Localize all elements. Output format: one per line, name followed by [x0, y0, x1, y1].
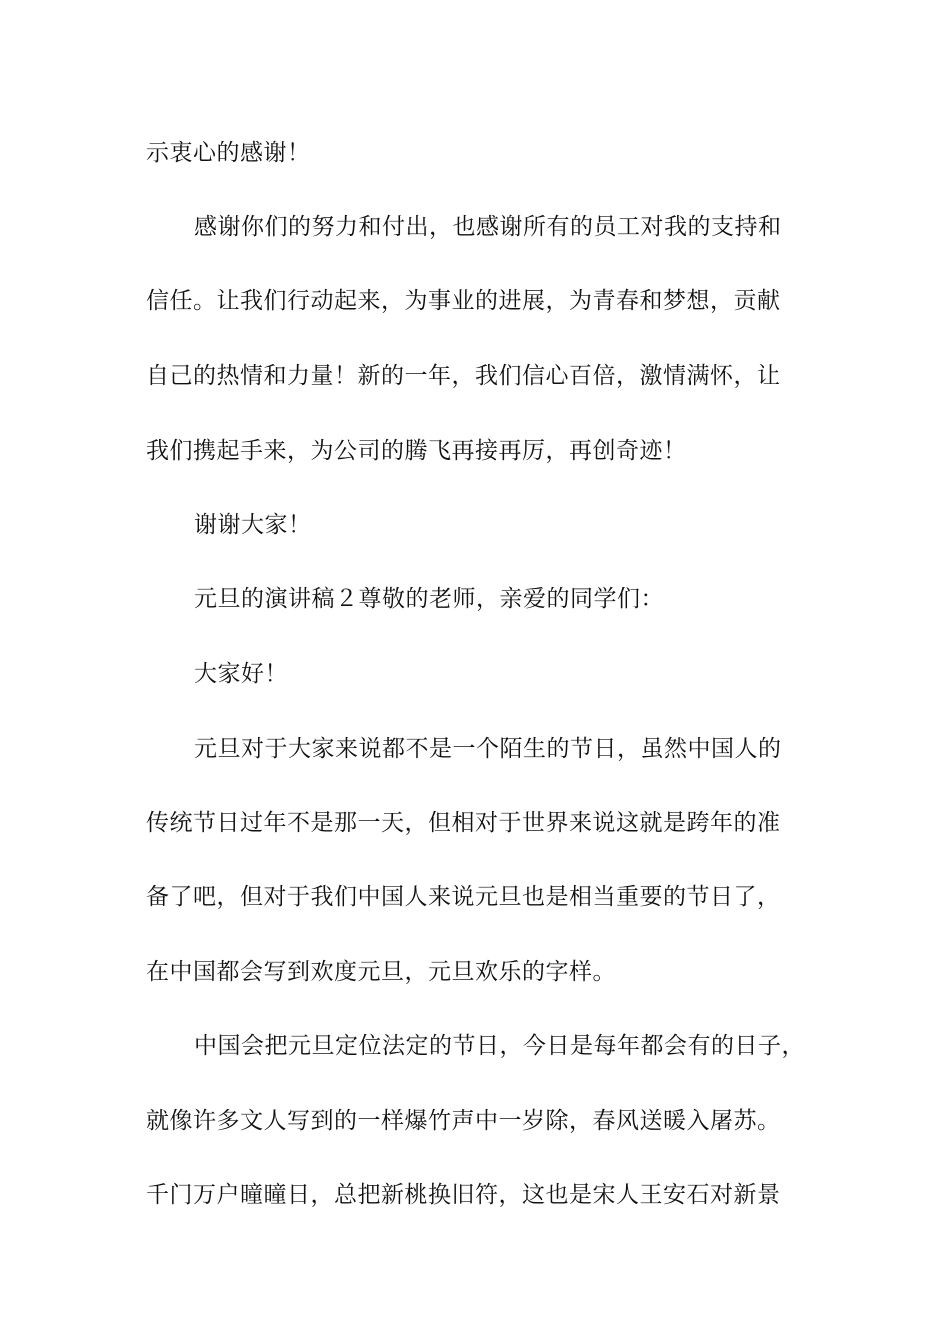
text-line: 在中国都会写到欢度元旦，元旦欢乐的字样。: [146, 959, 616, 985]
text-line: 谢谢大家！: [194, 512, 312, 538]
text-line: 示衷心的感谢！: [146, 140, 311, 166]
text-line: 元旦的演讲稿２尊敬的老师，亲爱的同学们：: [194, 586, 664, 612]
text-line: 就像许多文人写到的一样爆竹声中一岁除，春风送暖入屠苏。: [146, 1108, 781, 1134]
text-line: 信任。让我们行动起来，为事业的进展，为青春和梦想，贡献: [146, 288, 781, 314]
text-line: 元旦对于大家来说都不是一个陌生的节日，虽然中国人的: [194, 736, 782, 762]
text-line: 传统节日过年不是那一天，但相对于世界来说这就是跨年的准: [146, 810, 781, 836]
text-line: 大家好！: [194, 661, 288, 687]
text-line: 中国会把元旦定位法定的节日，今日是每年都会有的日子，: [194, 1033, 805, 1059]
text-line: 千门万户曈曈日，总把新桃换旧符，这也是宋人王安石对新景: [146, 1182, 781, 1208]
text-line: 我们携起手来，为公司的腾飞再接再厉，再创奇迹！: [146, 438, 687, 464]
text-line: 感谢你们的努力和付出，也感谢所有的员工对我的支持和: [194, 214, 782, 240]
text-line: 自己的热情和力量！新的一年，我们信心百倍，激情满怀，让: [146, 363, 781, 389]
text-line: 备了吧，但对于我们中国人来说元旦也是相当重要的节日了，: [146, 884, 781, 910]
